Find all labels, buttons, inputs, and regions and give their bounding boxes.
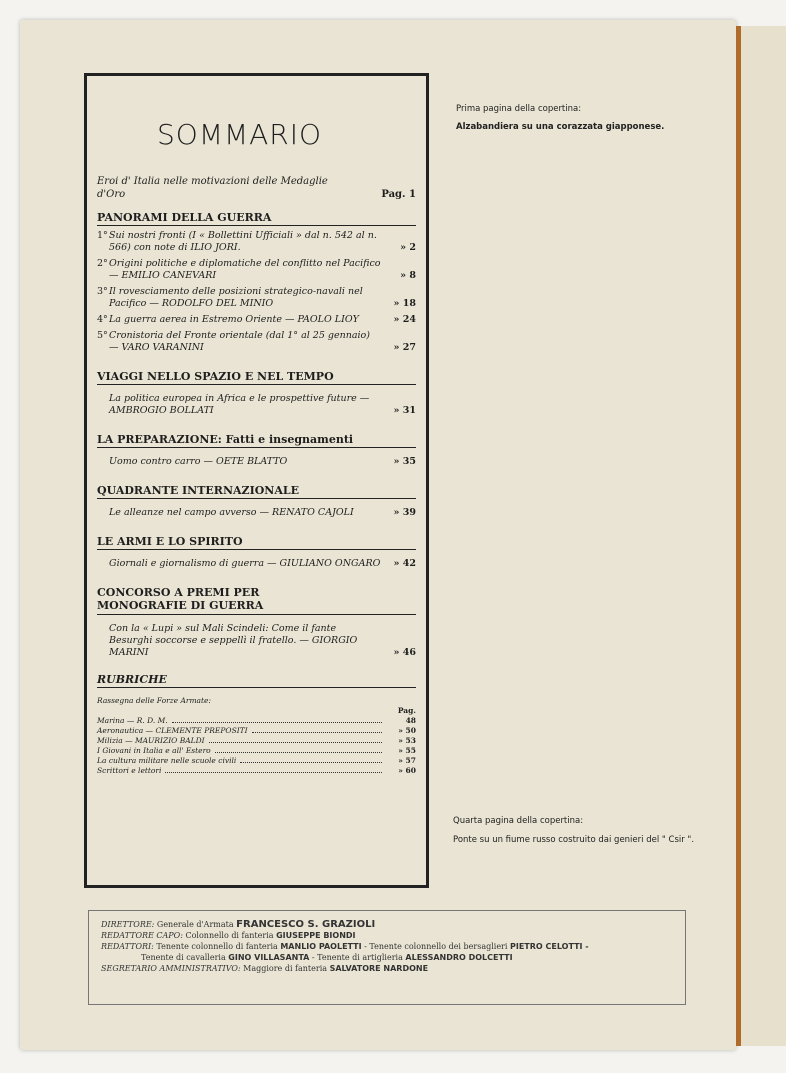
front-cover-label: Prima pagina della copertina: — [456, 104, 582, 114]
credit-redattori: REDATTORI: Tenente colonnello di fanteria MANLIO PAOLETTI - Tenente colonnello dei bersaglieri PIETRO CELOTTI - — [101, 942, 589, 951]
rubriche-item: La cultura militare nelle scuole civili » 57 — [97, 756, 416, 765]
toc-intro-page-prefix: Pag. — [381, 189, 406, 200]
section-title: LA PREPARAZIONE: Fatti e insegnamenti — [97, 433, 416, 448]
toc-item: Le alleanze nel campo avverso — RENATO CAJOLI » 39 — [109, 507, 416, 518]
toc-section — [97, 586, 416, 659]
rubriche-item: Scrittori e lettori » 60 — [97, 766, 416, 775]
credit-redattori-2: Tenente di cavalleria GINO VILLASANTA - Tenente di artiglieria ALESSANDRO DOLCETTI — [141, 953, 513, 962]
toc-item: 1° Sui nostri fronti (I « Bollettini Ufficiali » dal n. 542 al n. 566) con note di ILIO JORI. » 2 — [97, 230, 416, 253]
section-title: PANORAMI DELLA GUERRA — [97, 211, 416, 226]
editorial-credits — [88, 910, 686, 1005]
front-cover-text: Alzabandiera su una corazzata giapponese. — [456, 122, 665, 132]
credit-redattore-capo: REDATTORE CAPO: Colonnello di fanteria GIUSEPPE BIONDI — [101, 931, 356, 940]
section-title: LE ARMI E LO SPIRITO — [97, 535, 416, 550]
section-title: CONCORSO A PREMI PER MONOGRAFIE DI GUERRA — [97, 586, 264, 612]
toc-section — [97, 211, 416, 354]
toc-item: 3° Il rovesciamento delle posizioni strategico-navali nel Pacifico — RODOLFO DEL MINIO » 18 — [97, 286, 416, 309]
toc-item: Con la « Lupi » sul Mali Scindeli: Come il fante Besurghi soccorse e seppellì il fratello. — GIORGIO MARINI » 46 — [109, 623, 416, 658]
credit-direttore: DIRETTORE: Generale d'Armata FRANCESCO S. GRAZIOLI — [101, 919, 376, 930]
credit-segretario: SEGRETARIO AMMINISTRATIVO: Maggiore di fanteria SALVATORE NARDONE — [101, 964, 429, 973]
rubriche-item: Aeronautica — CLEMENTE PREPOSITI » 50 — [97, 726, 416, 735]
toc-intro-page: 1 — [409, 189, 416, 200]
toc-item: 2° Origini politiche e diplomatiche del conflitto nel Pacifico — EMILIO CANEVARI » 8 — [97, 258, 416, 281]
back-cover-note — [453, 815, 713, 847]
rubriche-item: Marina — R. D. M. Pag. 48 — [97, 706, 416, 725]
toc-item: 5° Cronistoria del Fronte orientale (dal 1° al 25 gennaio) — VARO VARANINI » 27 — [97, 330, 416, 353]
toc-section — [97, 370, 416, 417]
back-cover-text: Ponte su un fiume russo costruito dai genieri del " Csir ". — [453, 835, 695, 845]
next-page-edge — [736, 26, 786, 1046]
toc-section — [97, 433, 416, 468]
section-title: RUBRICHE — [97, 673, 416, 688]
table-of-contents — [84, 73, 429, 888]
section-title: VIAGGI NELLO SPAZIO E NEL TEMPO — [97, 370, 416, 385]
toc-section — [97, 535, 416, 570]
toc-item: 4° La guerra aerea in Estremo Oriente — PAOLO LIOY » 24 — [97, 314, 416, 325]
rubriche-item: I Giovani in Italia e all' Estero » 55 — [97, 746, 416, 755]
toc-item: Uomo contro carro — OETE BLATTO » 35 — [109, 456, 416, 467]
front-cover-note — [456, 103, 716, 134]
toc-intro-text: Eroi d' Italia nelle motivazioni delle Medaglie d'Oro — [97, 176, 328, 200]
toc-section — [97, 484, 416, 519]
back-cover-label: Quarta pagina della copertina: — [453, 816, 584, 826]
toc-intro-row — [97, 175, 416, 201]
toc-item: La politica europea in Africa e le prospettive future — AMBROGIO BOLLATI » 31 — [109, 393, 416, 416]
rubriche-header: Rassegna delle Forze Armate: — [97, 696, 212, 705]
toc-item: Giornali e giornalismo di guerra — GIULIANO ONGARO » 42 — [109, 558, 416, 569]
rubriche-section — [97, 673, 416, 776]
rubriche-item: Milizia — MAURIZIO BALDI » 53 — [97, 736, 416, 745]
section-title: QUADRANTE INTERNAZIONALE — [97, 484, 416, 499]
toc-title: SOMMARIO — [157, 118, 323, 151]
